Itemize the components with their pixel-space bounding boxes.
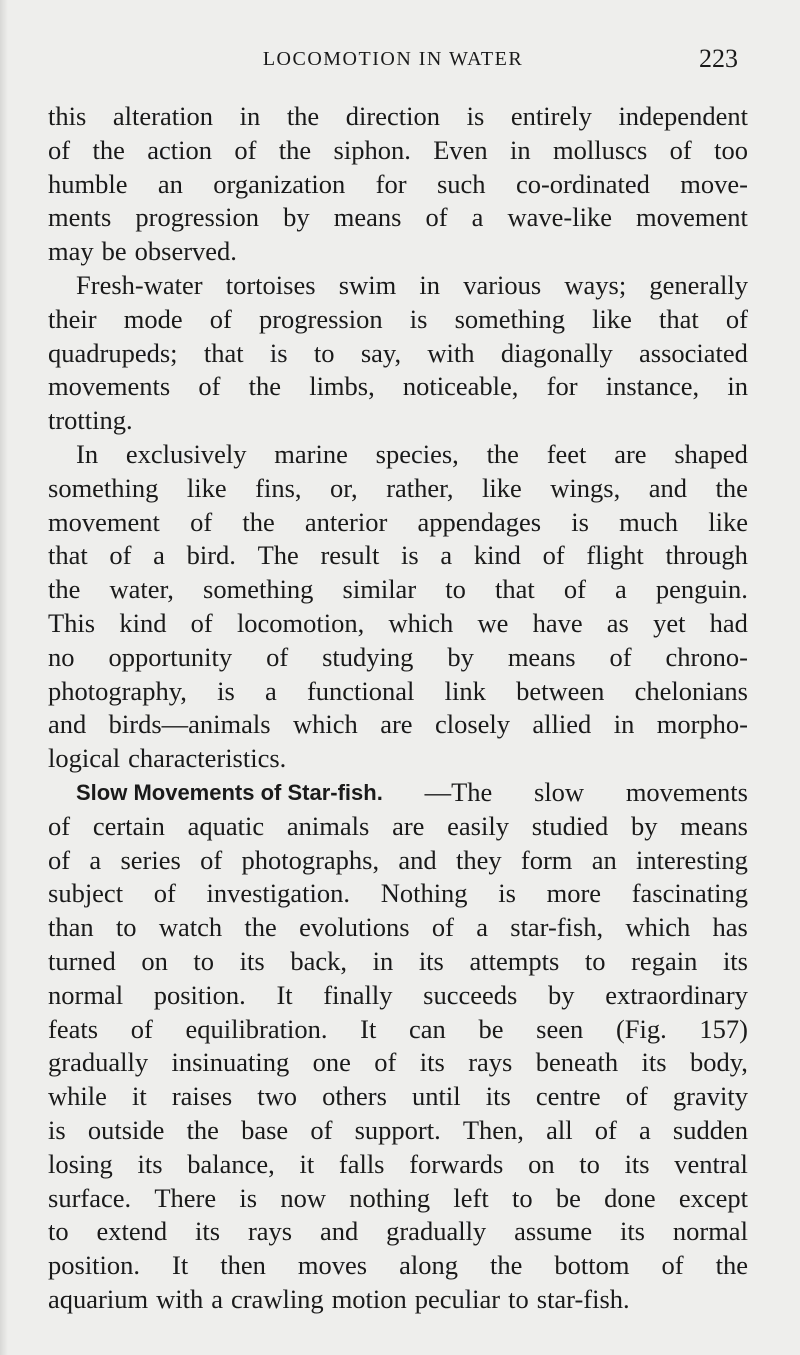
- text-line: logical characteristics.: [48, 743, 287, 774]
- text-line: something like fins, or, rather, like wings, and the: [48, 472, 748, 503]
- text-line: that of a bird. The result is a kind of flight through: [48, 540, 748, 571]
- text-line: subject of investigation. Nothing is more fascinating: [48, 878, 748, 909]
- text-line: while it raises two others until its centre of gravity: [48, 1081, 748, 1112]
- paragraph: [48, 438, 748, 776]
- running-title: LOCOMOTION IN WATER: [262, 48, 524, 70]
- paragraph: [48, 269, 748, 438]
- text-line: photography, is a functional link between chelonians: [48, 675, 748, 706]
- running-head: [48, 44, 738, 80]
- section-heading: Slow Movements of Star-fish.: [76, 779, 383, 805]
- text-line: normal position. It finally succeeds by extraordinary: [48, 979, 748, 1010]
- text-line: Fresh-water tortoises swim in various ways; generally: [76, 269, 748, 300]
- text-line: no opportunity of studying by means of chrono-: [48, 641, 748, 672]
- body-text: [48, 100, 748, 1317]
- text-line: feats of equilibration. It can be seen (Fig. 157): [48, 1013, 748, 1044]
- paragraph: [48, 776, 748, 1317]
- text-line: movements of the limbs, noticeable, for instance, in: [48, 371, 748, 402]
- text-line: quadrupeds; that is to say, with diagonally associated: [48, 337, 748, 368]
- page-number: 223: [699, 44, 738, 73]
- text-line: of certain aquatic animals are easily studied by means: [48, 810, 748, 841]
- text-line: This kind of locomotion, which we have as yet had: [48, 607, 748, 638]
- text-line: position. It then moves along the bottom of the: [48, 1250, 748, 1281]
- text-line: of a series of photographs, and they form an interesting: [48, 844, 748, 875]
- text-line: surface. There is now nothing left to be done except: [48, 1182, 748, 1213]
- text-line: Slow Movements of Star-fish. —The slow movements: [48, 776, 748, 810]
- text-line: may be observed.: [48, 236, 237, 267]
- text-line: trotting.: [48, 405, 133, 436]
- text-line: gradually insinuating one of its rays beneath its body,: [48, 1047, 748, 1078]
- text-line: and birds—animals which are closely allied in morpho-: [48, 709, 748, 740]
- text-line: humble an organization for such co-ordinated move-: [48, 168, 748, 199]
- text-line: ments progression by means of a wave-like movement: [48, 202, 748, 233]
- paragraph: [48, 100, 748, 269]
- text-line: losing its balance, it falls forwards on to its ventral: [48, 1148, 748, 1179]
- text-line: this alteration in the direction is entirely independent: [48, 101, 748, 131]
- text-line: to extend its rays and gradually assume its normal: [48, 1216, 748, 1247]
- text-line: movement of the anterior appendages is much like: [48, 506, 748, 537]
- text-line: the water, something similar to that of a penguin.: [48, 574, 748, 605]
- text-line: their mode of progression is something like that of: [48, 303, 748, 334]
- text-line: In exclusively marine species, the feet are shaped: [76, 438, 748, 469]
- text-line: turned on to its back, in its attempts to regain its: [48, 945, 748, 976]
- text-line: than to watch the evolutions of a star-fish, which has: [48, 912, 748, 943]
- text-line: aquarium with a crawling motion peculiar to star-fish.: [48, 1283, 630, 1314]
- text-line: is outside the base of support. Then, all of a sudden: [48, 1114, 748, 1145]
- text-line: of the action of the siphon. Even in molluscs of too: [48, 134, 748, 165]
